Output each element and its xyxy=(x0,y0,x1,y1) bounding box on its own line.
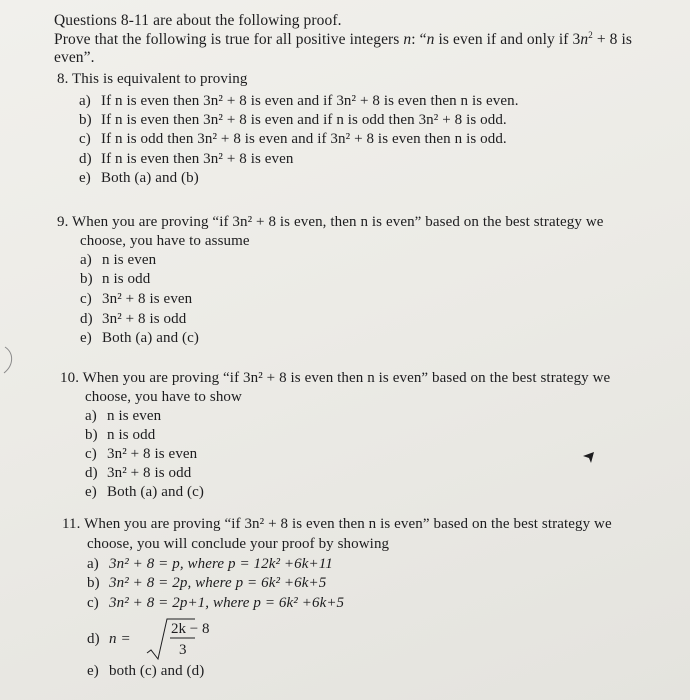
question-8-option-d: d) If n is even then 3n² + 8 is even xyxy=(79,151,294,167)
question-11-option-e: e) both (c) and (d) xyxy=(87,663,205,679)
question-10-option-c: c) 3n² + 8 is even xyxy=(85,446,198,462)
question-8-option-c: c) If n is odd then 3n² + 8 is even and if 3n² + 8 is even then n is odd. xyxy=(79,131,507,147)
question-11-stem-line-2: choose, you will conclude your proof by showing xyxy=(87,536,390,552)
question-10-option-b: b) n is odd xyxy=(85,427,156,443)
question-8-option-e: e) Both (a) and (b) xyxy=(79,170,199,186)
question-9-option-b: b) n is odd xyxy=(80,271,151,287)
question-9-stem-line-2: choose, you have to assume xyxy=(80,233,250,249)
question-10-stem-line-1: 10. When you are proving “if 3n² + 8 is even then n is even” based on the best strategy we xyxy=(60,370,611,386)
question-11-stem-line-1: 11. When you are proving “if 3n² + 8 is even then n is even” based on the best strategy we xyxy=(62,516,612,532)
question-9-option-c: c) 3n² + 8 is even xyxy=(80,291,193,307)
cursor-icon xyxy=(582,451,596,465)
question-8-stem: 8. This is equivalent to proving xyxy=(57,71,248,87)
fraction-denominator: 3 xyxy=(179,642,187,658)
question-11-option-d: d) n = xyxy=(87,631,131,647)
question-9-option-e: e) Both (a) and (c) xyxy=(80,330,199,346)
question-10-option-e: e) Both (a) and (c) xyxy=(85,484,204,500)
question-10-stem-line-2: choose, you have to show xyxy=(85,389,242,405)
question-8-option-b: b) If n is even then 3n² + 8 is even and if n is odd then 3n² + 8 is odd. xyxy=(79,112,507,128)
question-11-option-a: a) 3n² + 8 = p, where p = 12k² +6k+11 xyxy=(87,556,333,572)
question-8-option-a: a) If n is even then 3n² + 8 is even and if 3n² + 8 is even then n is even. xyxy=(79,93,519,109)
fraction-numerator: 2k − 8 xyxy=(171,621,210,637)
question-9-option-d: d) 3n² + 8 is odd xyxy=(80,311,187,327)
pencil-mark-icon xyxy=(2,345,16,375)
question-11-option-c: c) 3n² + 8 = 2p+1, where p = 6k² +6k+5 xyxy=(87,595,345,611)
question-11-option-b: b) 3n² + 8 = 2p, where p = 6k² +6k+5 xyxy=(87,575,327,591)
question-9-stem-line-1: 9. When you are proving “if 3n² + 8 is even, then n is even” based on the best strategy we xyxy=(57,214,604,230)
question-10-option-d: d) 3n² + 8 is odd xyxy=(85,465,192,481)
square-root-expression xyxy=(107,617,210,661)
question-10-option-a: a) n is even xyxy=(85,408,162,424)
intro-line-3: even”. xyxy=(54,49,95,66)
intro-line-1: Questions 8-11 are about the following proof. xyxy=(54,12,342,29)
question-9-option-a: a) n is even xyxy=(80,252,157,268)
intro-line-2: Prove that the following is true for all positive integers n: “n is even if and only if $3n^2 + 8$ is xyxy=(54,30,632,48)
